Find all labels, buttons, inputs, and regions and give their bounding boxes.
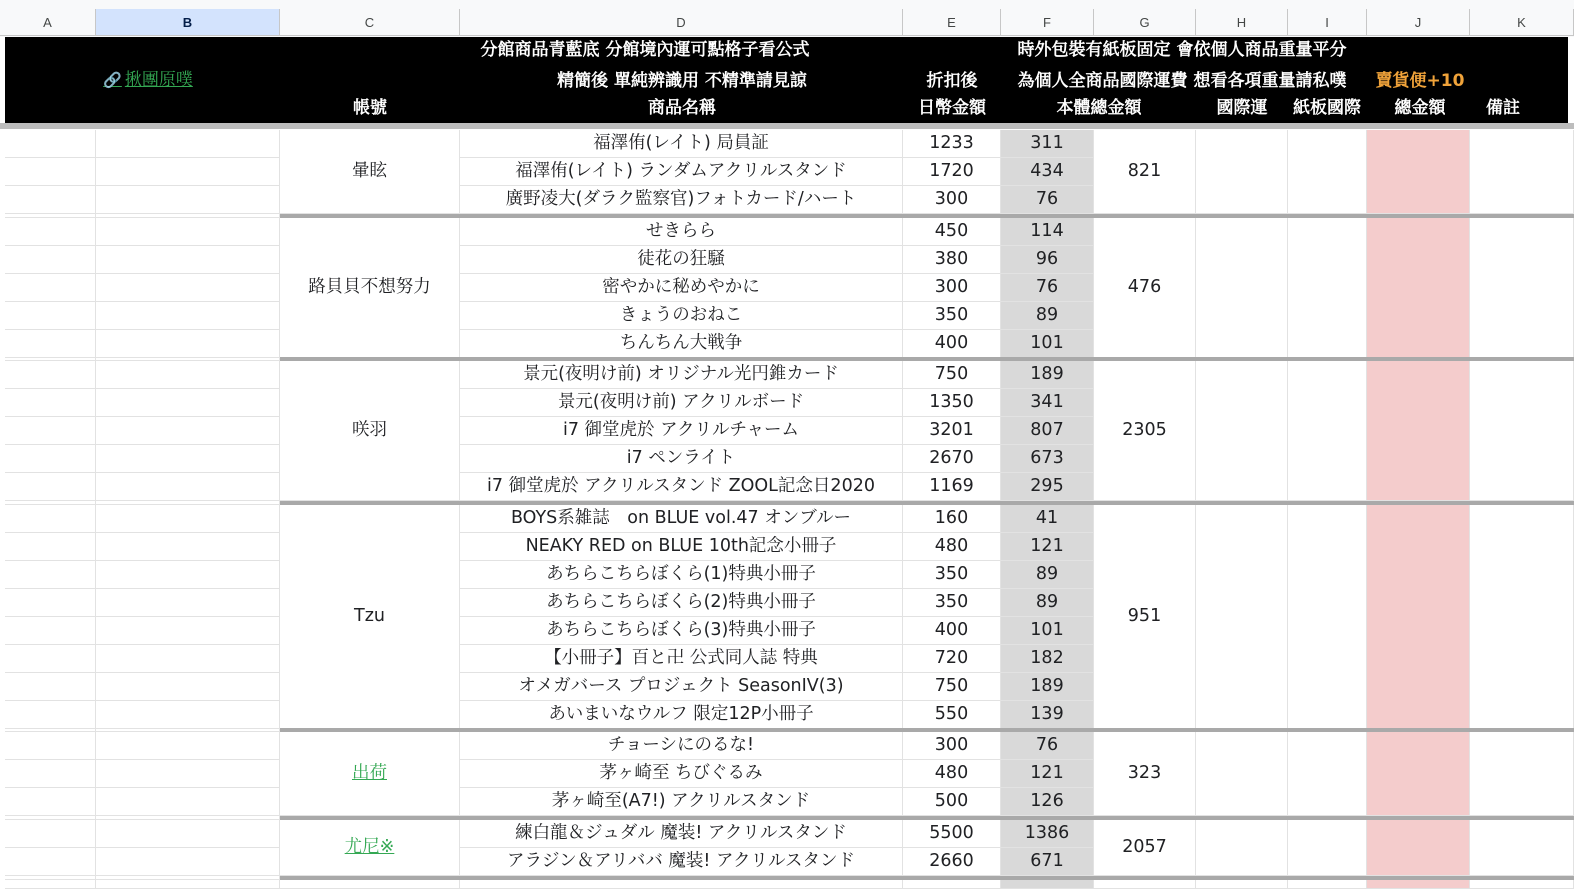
cell-a[interactable] (5, 848, 96, 876)
yen-amount-cell[interactable]: 480 (903, 533, 1001, 561)
cell-a[interactable] (5, 214, 96, 218)
remarks-cell[interactable] (1470, 505, 1574, 729)
body-total-cell[interactable]: 951 (1094, 505, 1196, 729)
cell-b[interactable] (96, 673, 280, 701)
column-header-k[interactable]: K (1470, 9, 1574, 36)
cell-b[interactable] (96, 848, 280, 876)
twd-amount-cell[interactable]: 76 (1001, 186, 1094, 214)
cell-a[interactable] (5, 361, 96, 389)
twd-amount-cell[interactable]: 76 (1001, 732, 1094, 760)
twd-amount-cell[interactable]: 41 (1001, 505, 1094, 533)
header-cardboard-intl: 紙板國際 (1293, 98, 1361, 118)
twd-amount-cell[interactable]: 89 (1001, 589, 1094, 617)
yen-amount-cell[interactable]: 1720 (903, 158, 1001, 186)
product-name-cell[interactable]: 練白龍＆ジュダル 魔装! アクリルスタンド (460, 820, 903, 848)
cell-a[interactable] (5, 533, 96, 561)
body-total-cell[interactable]: 2305 (1094, 361, 1196, 501)
twd-amount-cell[interactable]: 114 (1001, 218, 1094, 246)
cell-a[interactable] (5, 473, 96, 501)
grand-total-cell[interactable] (1367, 880, 1470, 889)
yen-amount-cell[interactable]: 450 (903, 218, 1001, 246)
account-cell[interactable] (280, 732, 460, 816)
account-name: Tzu (354, 605, 385, 626)
product-name-cell[interactable]: 茅ヶ崎至 ちびぐるみ (460, 760, 903, 788)
account-name: 路貝貝不想努力 (308, 276, 431, 297)
cell-b[interactable] (96, 732, 280, 760)
yen-amount-cell[interactable]: 720 (903, 645, 1001, 673)
twd-amount-cell[interactable]: 671 (1001, 848, 1094, 876)
cell-a[interactable] (5, 389, 96, 417)
remarks-cell[interactable] (1470, 218, 1574, 358)
grand-total-cell[interactable] (1367, 218, 1470, 358)
product-name-cell[interactable] (460, 880, 903, 889)
grand-total-cell[interactable] (1367, 820, 1470, 876)
grand-total-cell[interactable] (1367, 732, 1470, 816)
product-name-cell[interactable]: アラジン＆アリババ 魔装! アクリルスタンド (460, 848, 903, 876)
cell-a[interactable] (5, 357, 96, 361)
account-name: 咲羽 (352, 419, 387, 440)
header-note-e2: 折扣後 (926, 71, 978, 91)
yen-amount-cell[interactable]: 500 (903, 788, 1001, 816)
header-grand-total: 總金額 (1394, 98, 1446, 118)
yen-amount-cell[interactable]: 2660 (903, 848, 1001, 876)
cardboard-intl-cell[interactable] (1288, 505, 1367, 729)
cell-a[interactable] (5, 589, 96, 617)
remarks-cell[interactable] (1470, 732, 1574, 816)
cell-b[interactable] (96, 561, 280, 589)
column-header-d[interactable]: D (460, 9, 903, 36)
yen-amount-cell[interactable]: 350 (903, 561, 1001, 589)
yen-amount-cell[interactable]: 550 (903, 701, 1001, 729)
product-name-cell[interactable]: BOYS系雑誌 on BLUE vol.47 オンブルー (460, 505, 903, 533)
twd-amount-cell[interactable]: 101 (1001, 330, 1094, 358)
cell-b[interactable] (96, 533, 280, 561)
product-name-cell[interactable]: i7 御堂虎於 アクリルチャーム (460, 417, 903, 445)
product-name-cell[interactable]: 福澤侑(レイト) 局員証 (460, 130, 903, 158)
twd-amount-cell[interactable]: 121 (1001, 533, 1094, 561)
remarks-cell[interactable] (1470, 361, 1574, 501)
cardboard-intl-cell[interactable] (1288, 130, 1367, 214)
yen-amount-cell[interactable] (903, 880, 1001, 889)
intl-shipping-cell[interactable] (1196, 732, 1288, 816)
body-total-cell[interactable]: 2057 (1094, 820, 1196, 876)
cell-b[interactable] (96, 246, 280, 274)
group-separator (280, 816, 1574, 820)
product-name-cell[interactable]: 景元(夜明け前) オリジナル光円錐カード (460, 361, 903, 389)
cell-a[interactable] (5, 732, 96, 760)
yen-amount-cell[interactable]: 300 (903, 274, 1001, 302)
body-total-cell[interactable] (1094, 880, 1196, 889)
cell-a[interactable] (5, 561, 96, 589)
cell-a[interactable] (5, 186, 96, 214)
twd-amount-cell[interactable]: 89 (1001, 561, 1094, 589)
twd-amount-cell[interactable]: 189 (1001, 361, 1094, 389)
twd-amount-cell[interactable]: 189 (1001, 673, 1094, 701)
cardboard-intl-cell[interactable] (1288, 361, 1367, 501)
twd-amount-cell[interactable]: 434 (1001, 158, 1094, 186)
product-name-cell[interactable]: あちらこちらぼくら(3)特典小冊子 (460, 617, 903, 645)
cell-b[interactable] (96, 816, 280, 820)
cell-b[interactable] (96, 501, 280, 505)
body-total-cell[interactable]: 821 (1094, 130, 1196, 214)
twd-amount-cell[interactable]: 673 (1001, 445, 1094, 473)
yen-amount-cell[interactable]: 380 (903, 246, 1001, 274)
twd-amount-cell[interactable]: 89 (1001, 302, 1094, 330)
cell-a[interactable] (5, 617, 96, 645)
cardboard-intl-cell[interactable] (1288, 218, 1367, 358)
intl-shipping-cell[interactable] (1196, 130, 1288, 214)
cell-b[interactable] (96, 701, 280, 729)
cell-a[interactable] (5, 788, 96, 816)
group-separator (280, 357, 1574, 361)
product-name-cell[interactable]: あちらこちらぼくら(2)特典小冊子 (460, 589, 903, 617)
body-total-cell[interactable]: 476 (1094, 218, 1196, 358)
cell-a[interactable] (5, 218, 96, 246)
account-name[interactable]: 尤尼※ (344, 836, 395, 857)
cell-a[interactable] (5, 701, 96, 729)
cell-a[interactable] (5, 816, 96, 820)
cell-a[interactable] (5, 445, 96, 473)
cardboard-intl-cell[interactable] (1288, 732, 1367, 816)
cell-b[interactable] (96, 880, 280, 889)
cell-a[interactable] (5, 760, 96, 788)
cell-b[interactable] (96, 589, 280, 617)
intl-shipping-cell[interactable] (1196, 820, 1288, 876)
cell-b[interactable] (96, 417, 280, 445)
cell-b[interactable] (96, 505, 280, 533)
product-name-cell[interactable]: i7 御堂虎於 アクリルスタンド ZOOL記念日2020 (460, 473, 903, 501)
cell-b[interactable] (96, 473, 280, 501)
cell-b[interactable] (96, 820, 280, 848)
yen-amount-cell[interactable]: 5500 (903, 820, 1001, 848)
yen-amount-cell[interactable]: 1350 (903, 389, 1001, 417)
product-name-cell[interactable]: あいまいなウルフ 限定12P小冊子 (460, 701, 903, 729)
twd-amount-cell[interactable]: 807 (1001, 417, 1094, 445)
yen-amount-cell[interactable]: 350 (903, 589, 1001, 617)
product-name-cell[interactable]: 廣野凌大(ダラク監察官)フォトカード/ハート (460, 186, 903, 214)
cell-a[interactable] (5, 130, 96, 158)
remarks-cell[interactable] (1470, 820, 1574, 876)
remarks-cell[interactable] (1470, 880, 1574, 889)
header-note-d1: 分館商品青藍底 分館境內運可點格子看公式 (480, 40, 810, 60)
yen-amount-cell[interactable]: 350 (903, 302, 1001, 330)
product-name-cell[interactable]: 景元(夜明け前) アクリルボード (460, 389, 903, 417)
cell-a[interactable] (5, 330, 96, 358)
group-separator (280, 214, 1574, 218)
remarks-cell[interactable] (1470, 130, 1574, 214)
column-header-j[interactable]: J (1367, 9, 1470, 36)
cell-a[interactable] (5, 246, 96, 274)
product-name-cell[interactable]: チョーシにのるな! (460, 732, 903, 760)
cell-b[interactable] (96, 361, 280, 389)
product-name-cell[interactable]: 【小冊子】百と卍 公式同人誌 特典 (460, 645, 903, 673)
original-post-link-label: 揪團原噗 (124, 70, 193, 90)
intl-shipping-cell[interactable] (1196, 880, 1288, 889)
yen-amount-cell[interactable]: 750 (903, 673, 1001, 701)
header-note-j2: 賣貨便+10 (1375, 71, 1465, 91)
grand-total-cell[interactable] (1367, 130, 1470, 214)
header-account: 帳號 (353, 98, 387, 118)
header-note-fg1: 時外包裝有紙板固定 會依個人商品重量平分 (1017, 40, 1347, 60)
cell-b[interactable] (96, 158, 280, 186)
account-name[interactable]: 出荷 (352, 762, 387, 783)
account-cell[interactable] (280, 880, 460, 889)
product-name-cell[interactable]: i7 ペンライト (460, 445, 903, 473)
cell-a[interactable] (5, 417, 96, 445)
account-cell[interactable] (280, 820, 460, 876)
cell-b[interactable] (96, 214, 280, 218)
group-separator (280, 501, 1574, 505)
grand-total-cell[interactable] (1367, 505, 1470, 729)
cell-a[interactable] (5, 728, 96, 732)
cell-b[interactable] (96, 330, 280, 358)
column-header-g[interactable]: G (1094, 9, 1196, 36)
cardboard-intl-cell[interactable] (1288, 820, 1367, 876)
intl-shipping-cell[interactable] (1196, 218, 1288, 358)
product-name-cell[interactable]: あちらこちらぼくら(1)特典小冊子 (460, 561, 903, 589)
account-name: 暈眩 (352, 160, 387, 181)
twd-amount-cell[interactable]: 1386 (1001, 820, 1094, 848)
header-note-d2: 精簡後 單純辨識用 不精準請見諒 (557, 71, 807, 91)
cell-b[interactable] (96, 186, 280, 214)
account-cell[interactable] (280, 505, 460, 729)
account-cell[interactable] (280, 361, 460, 501)
header-yen-amount: 日幣金額 (918, 98, 986, 118)
cell-b[interactable] (96, 389, 280, 417)
intl-shipping-cell[interactable] (1196, 505, 1288, 729)
body-total-cell[interactable]: 323 (1094, 732, 1196, 816)
intl-shipping-cell[interactable] (1196, 361, 1288, 501)
product-name-cell[interactable]: オメガバース プロジェクト SeasonIV(3) (460, 673, 903, 701)
cell-b[interactable] (96, 445, 280, 473)
yen-amount-cell[interactable]: 750 (903, 361, 1001, 389)
product-name-cell[interactable]: 徒花の狂騒 (460, 246, 903, 274)
product-name-cell[interactable]: 密やかに秘めやかに (460, 274, 903, 302)
cell-b[interactable] (96, 130, 280, 158)
column-header-i[interactable]: I (1288, 9, 1367, 36)
cell-b[interactable] (96, 302, 280, 330)
twd-amount-cell[interactable]: 341 (1001, 389, 1094, 417)
product-name-cell[interactable]: 茅ヶ崎至(A7!) アクリルスタンド (460, 788, 903, 816)
twd-amount-cell[interactable]: 76 (1001, 274, 1094, 302)
yen-amount-cell[interactable]: 400 (903, 330, 1001, 358)
grand-total-cell[interactable] (1367, 361, 1470, 501)
twd-amount-cell[interactable]: 126 (1001, 788, 1094, 816)
account-cell[interactable] (280, 130, 460, 214)
twd-amount-cell[interactable]: 101 (1001, 617, 1094, 645)
yen-amount-cell[interactable]: 300 (903, 732, 1001, 760)
cell-b[interactable] (96, 357, 280, 361)
column-header-f[interactable]: F (1001, 9, 1094, 36)
twd-amount-cell[interactable]: 121 (1001, 760, 1094, 788)
product-name-cell[interactable]: ちんちん大戦争 (460, 330, 903, 358)
cardboard-intl-cell[interactable] (1288, 880, 1367, 889)
cell-b[interactable] (96, 218, 280, 246)
header-remarks: 備註 (1486, 98, 1520, 118)
product-name-cell[interactable]: せきらら (460, 218, 903, 246)
cell-a[interactable] (5, 302, 96, 330)
twd-amount-cell[interactable] (1001, 880, 1094, 889)
twd-amount-cell[interactable]: 182 (1001, 645, 1094, 673)
cell-b[interactable] (96, 788, 280, 816)
yen-amount-cell[interactable]: 300 (903, 186, 1001, 214)
yen-amount-cell[interactable]: 2670 (903, 445, 1001, 473)
cell-a[interactable] (5, 645, 96, 673)
column-header-h[interactable]: H (1196, 9, 1288, 36)
twd-amount-cell[interactable]: 295 (1001, 473, 1094, 501)
cell-a[interactable] (5, 501, 96, 505)
cell-b[interactable] (96, 645, 280, 673)
yen-amount-cell[interactable]: 3201 (903, 417, 1001, 445)
header-note-fg2: 為個人全商品國際運費 想看各項重量請私噗 (1017, 71, 1347, 91)
header-intl-shipping: 國際運 (1216, 98, 1268, 118)
twd-amount-cell[interactable]: 96 (1001, 246, 1094, 274)
twd-amount-cell[interactable]: 311 (1001, 130, 1094, 158)
cell-a[interactable] (5, 820, 96, 848)
column-header-c[interactable]: C (280, 9, 460, 36)
yen-amount-cell[interactable]: 400 (903, 617, 1001, 645)
column-header-a[interactable]: A (0, 9, 96, 36)
header-product-name: 商品名稱 (648, 98, 716, 118)
twd-amount-cell[interactable]: 139 (1001, 701, 1094, 729)
yen-amount-cell[interactable]: 160 (903, 505, 1001, 533)
column-header-e[interactable]: E (903, 9, 1001, 36)
yen-amount-cell[interactable]: 1233 (903, 130, 1001, 158)
account-cell[interactable] (280, 218, 460, 358)
cell-a[interactable] (5, 880, 96, 889)
cell-b[interactable] (96, 728, 280, 732)
product-name-cell[interactable]: 福澤侑(レイト) ランダムアクリルスタンド (460, 158, 903, 186)
yen-amount-cell[interactable]: 1169 (903, 473, 1001, 501)
cell-a[interactable] (5, 274, 96, 302)
cell-a[interactable] (5, 505, 96, 533)
cell-b[interactable] (96, 760, 280, 788)
group-separator (280, 728, 1574, 732)
cell-a[interactable] (5, 158, 96, 186)
cell-b[interactable] (96, 617, 280, 645)
cell-a[interactable] (5, 673, 96, 701)
product-name-cell[interactable]: きょうのおねこ (460, 302, 903, 330)
column-header-b[interactable]: B (96, 9, 280, 36)
link-icon: 🔗 (103, 71, 122, 89)
product-name-cell[interactable]: NEAKY RED on BLUE 10th記念小冊子 (460, 533, 903, 561)
header-body-total: 本體總金額 (1056, 98, 1142, 118)
cell-b[interactable] (96, 274, 280, 302)
yen-amount-cell[interactable]: 480 (903, 760, 1001, 788)
